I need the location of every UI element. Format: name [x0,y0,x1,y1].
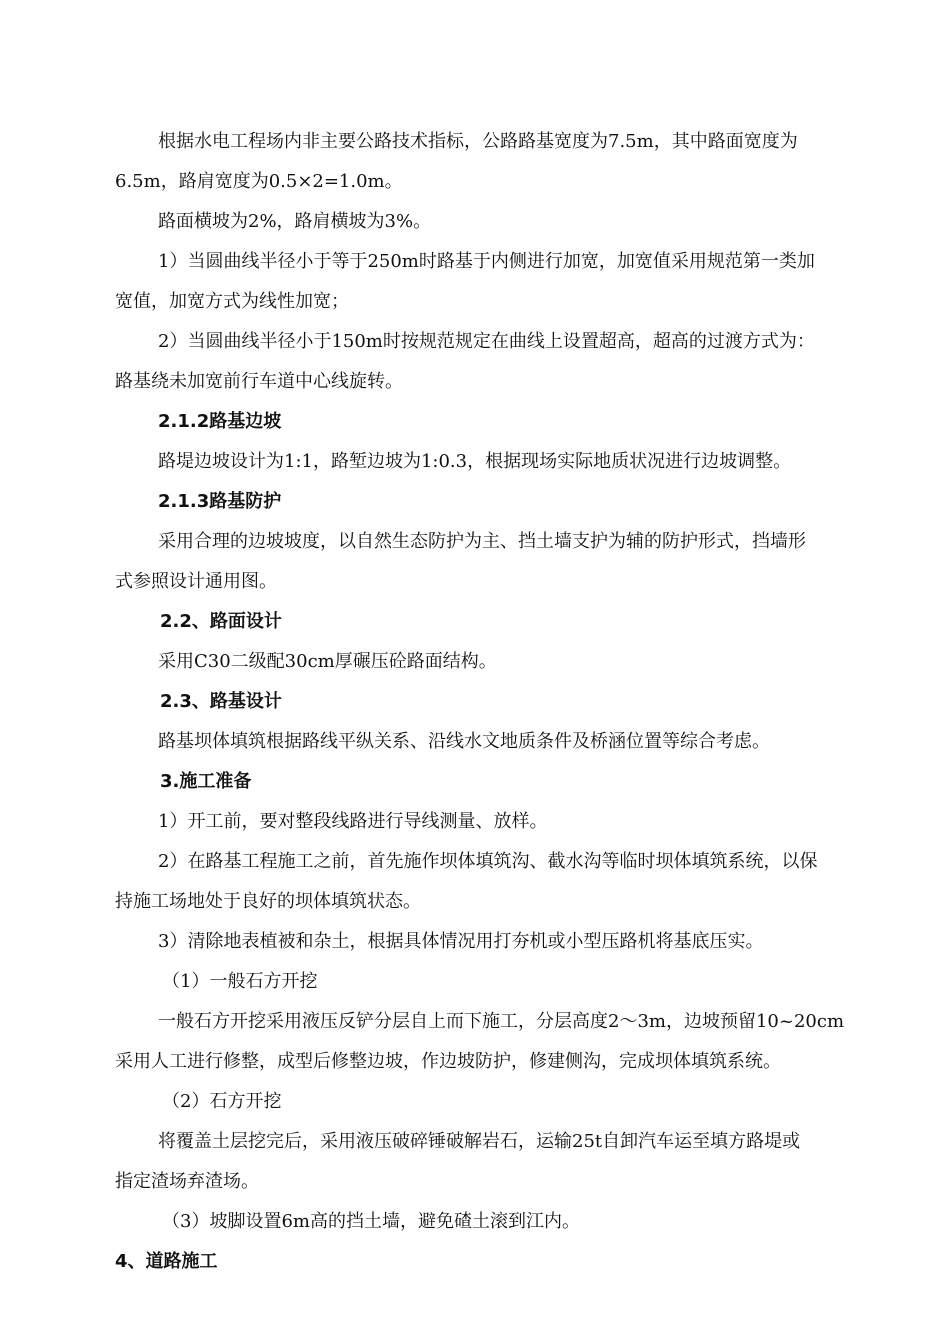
paragraph-line: 6.5m，路肩宽度为0.5×2=1.0m。 [115,171,403,192]
paragraph-line: 指定渣场弃渣场。 [115,1171,259,1192]
paragraph-line: 2）在路基工程施工之前，首先施作坝体填筑沟、截水沟等临时坝体填筑系统，以保 [158,851,818,872]
paragraph-line: 2）当圆曲线半径小于150m时按规范规定在曲线上设置超高，超高的过渡方式为： [158,331,815,352]
paragraph-line: 式参照设计通用图。 [115,571,277,592]
paragraph-line: （3）坡脚设置6m高的挡土墙，避免碴土滚到江内。 [162,1211,580,1232]
paragraph-line: 采用人工进行修整，成型后修整边坡，作边坡防护，修建侧沟，完成坝体填筑系统。 [115,1051,781,1072]
section-heading: 2.1.3路基防护 [158,491,282,512]
paragraph-line: 采用C30二级配30cm厚碾压砼路面结构。 [158,651,497,672]
paragraph-line: 采用合理的边坡坡度，以自然生态防护为主、挡土墙支护为辅的防护形式，挡墙形 [158,531,806,552]
section-heading: 2.3、路基设计 [160,691,282,712]
paragraph-line: 路基绕未加宽前行车道中心线旋转。 [115,371,403,392]
paragraph-line: 路基坝体填筑根据路线平纵关系、沿线水文地质条件及桥涵位置等综合考虑。 [158,731,770,752]
section-heading: 3.施工准备 [160,771,252,792]
paragraph-line: 1）开工前，要对整段线路进行导线测量、放样。 [158,811,548,832]
paragraph-line: 路面横坡为2%，路肩横坡为3%。 [158,211,432,232]
section-heading: 4、道路施工 [115,1251,218,1272]
subsection-heading: （1）一般石方开挖 [162,971,318,992]
paragraph-line: 路堤边坡设计为1:1，路堑边坡为1:0.3，根据现场实际地质状况进行边坡调整。 [158,451,792,472]
paragraph-line: 宽值，加宽方式为线性加宽； [115,291,349,312]
paragraph-line: 一般石方开挖采用液压反铲分层自上而下施工，分层高度2～3m，边坡预留10~20cm [158,1011,845,1032]
paragraph-line: 持施工场地处于良好的坝体填筑状态。 [115,891,421,912]
paragraph-line: 1）当圆曲线半径小于等于250m时路基于内侧进行加宽，加宽值采用规范第一类加 [158,251,815,272]
section-heading: 2.1.2路基边坡 [158,411,282,432]
paragraph-line: 根据水电工程场内非主要公路技术指标，公路路基宽度为7.5m，其中路面宽度为 [158,131,798,152]
subsection-heading: （2）石方开挖 [162,1091,282,1112]
section-heading: 2.2、路面设计 [160,611,282,632]
paragraph-line: 将覆盖土层挖完后，采用液压破碎锤破解岩石，运输25t自卸汽车运至填方路堤或 [158,1131,801,1152]
paragraph-line: 3）清除地表植被和杂土，根据具体情况用打夯机或小型压路机将基底压实。 [158,931,764,952]
